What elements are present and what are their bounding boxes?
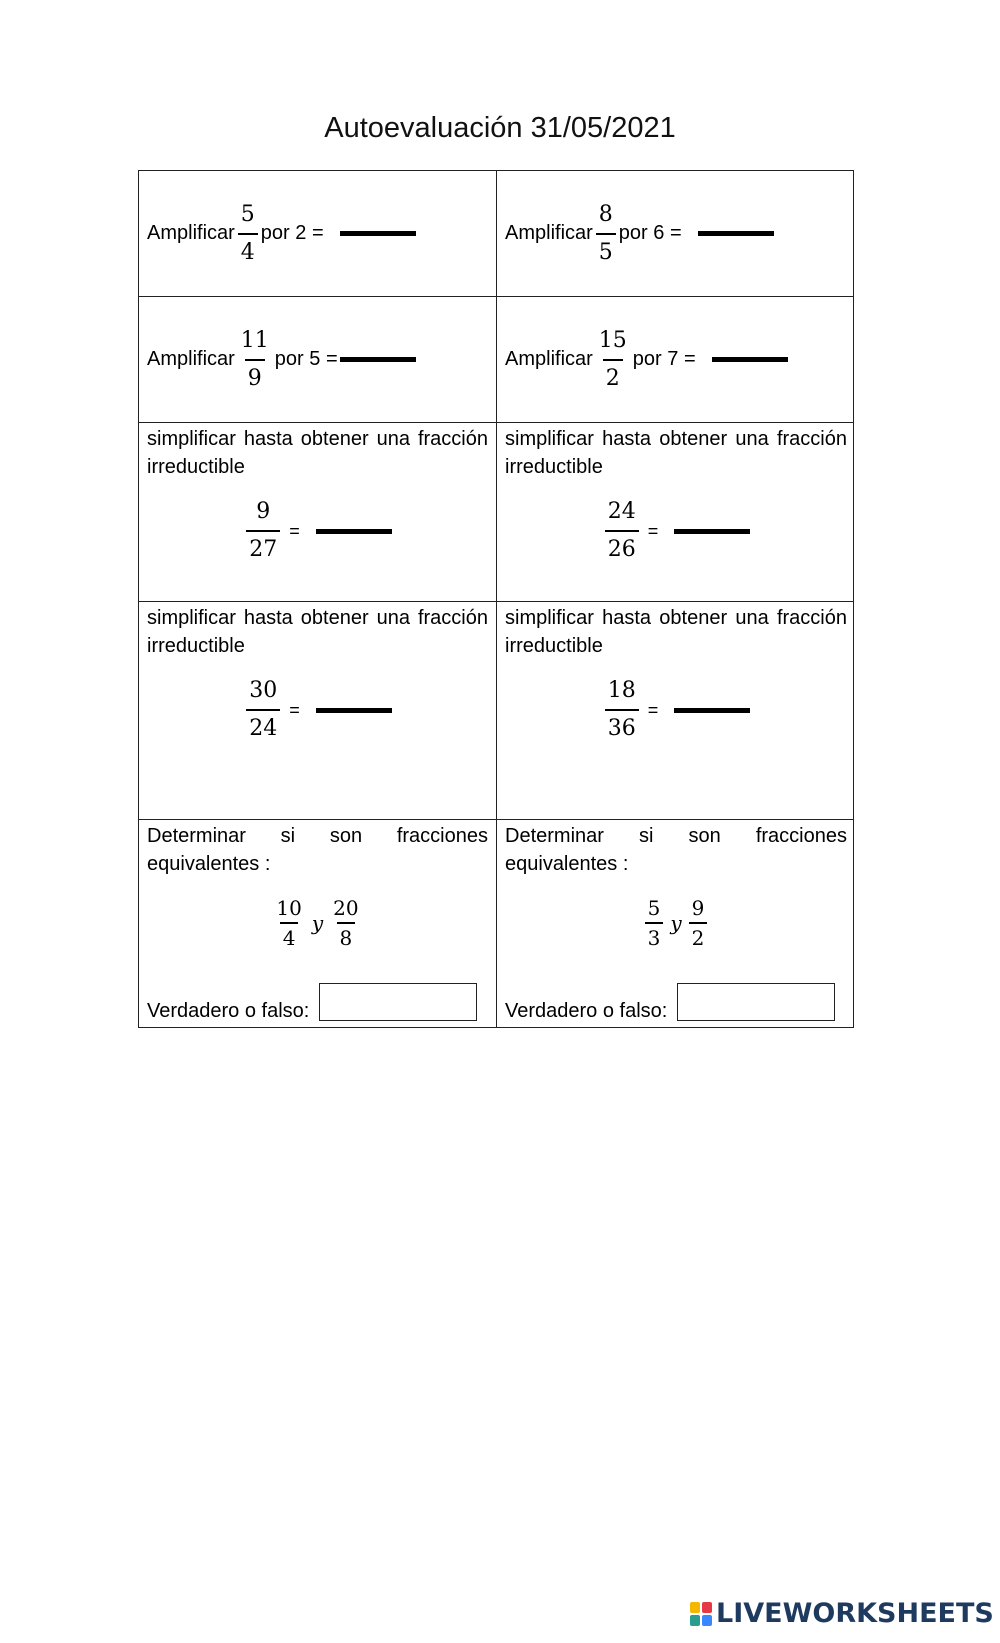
amplify-suffix: por 7 =	[632, 348, 696, 370]
instruction-text: Determinar si son fracciones equivalentes :	[505, 825, 847, 875]
fraction: $\frac{24}{26}$	[605, 501, 639, 561]
fraction: $\frac{30}{24}$	[246, 680, 280, 740]
true-false-label: Verdadero o falso:	[147, 1000, 310, 1022]
amplify-cell-1	[139, 171, 496, 296]
amplify-suffix: por 2 =	[260, 222, 324, 244]
amplify-cell-3	[139, 297, 496, 422]
simplify-cell-1	[139, 423, 496, 601]
amplify-cell-2	[497, 171, 855, 296]
instruction-text: simplificar hasta obtener una fracción irreductible	[505, 607, 847, 657]
amplify-cell-4	[497, 297, 855, 422]
fraction-a: $\frac{5}{3}$	[645, 898, 664, 948]
equivalence-cell-2	[497, 820, 855, 1027]
fraction: $\frac{5}{4}$	[238, 204, 258, 264]
answer-blank[interactable]	[674, 708, 750, 713]
page-title: Autoevaluación 31/05/2021	[324, 112, 676, 144]
equivalence-cell-1	[139, 820, 496, 1027]
fraction-b: $\frac{9}{2}$	[689, 898, 708, 948]
answer-blank[interactable]	[340, 231, 416, 236]
true-false-input[interactable]	[319, 983, 477, 1021]
fraction-b: $\frac{20}{8}$	[333, 896, 359, 950]
fraction: $\frac{18}{36}$	[605, 680, 639, 740]
fraction-a: $\frac{10}{4}$	[276, 896, 302, 950]
amplify-label: Amplificar	[147, 222, 235, 244]
amplify-suffix: por 6 =	[618, 222, 682, 244]
worksheet-grid	[138, 170, 854, 1028]
conjunction: y	[670, 911, 682, 935]
instruction-text: simplificar hasta obtener una fracción irreductible	[505, 428, 847, 478]
brand-icon	[690, 1602, 712, 1626]
simplify-cell-3	[139, 602, 496, 819]
answer-blank[interactable]	[712, 357, 788, 362]
amplify-label: Amplificar	[505, 222, 593, 244]
equals-sign: =	[289, 699, 300, 720]
fraction: $\frac{8}{5}$	[596, 204, 616, 264]
simplify-cell-4	[497, 602, 855, 819]
instruction-text: simplificar hasta obtener una fracción irreductible	[147, 607, 488, 657]
brand-name: LIVEWORKSHEETS	[716, 1598, 994, 1629]
fraction: $\frac{15}{2}$	[598, 327, 627, 391]
fraction: $\frac{11}{9}$	[240, 327, 269, 391]
amplify-suffix: por 5 =	[274, 348, 338, 370]
liveworksheets-logo	[690, 1598, 994, 1629]
answer-blank[interactable]	[316, 708, 392, 713]
answer-blank[interactable]	[698, 231, 774, 236]
true-false-label: Verdadero o falso:	[505, 1000, 668, 1022]
answer-blank[interactable]	[316, 529, 392, 534]
simplify-cell-2	[497, 423, 855, 601]
instruction-text: simplificar hasta obtener una fracción irreductible	[147, 428, 488, 478]
fraction: $\frac{9}{27}$	[246, 501, 280, 561]
instruction-text: Determinar si son fracciones equivalentes :	[147, 825, 488, 875]
answer-blank[interactable]	[674, 529, 750, 534]
equals-sign: =	[289, 520, 300, 541]
answer-blank[interactable]	[340, 357, 416, 362]
true-false-input[interactable]	[677, 983, 835, 1021]
amplify-label: Amplificar	[147, 348, 235, 370]
amplify-label: Amplificar	[505, 348, 593, 370]
conjunction: y	[311, 911, 324, 935]
equals-sign: =	[647, 520, 659, 541]
equals-sign: =	[647, 699, 659, 720]
